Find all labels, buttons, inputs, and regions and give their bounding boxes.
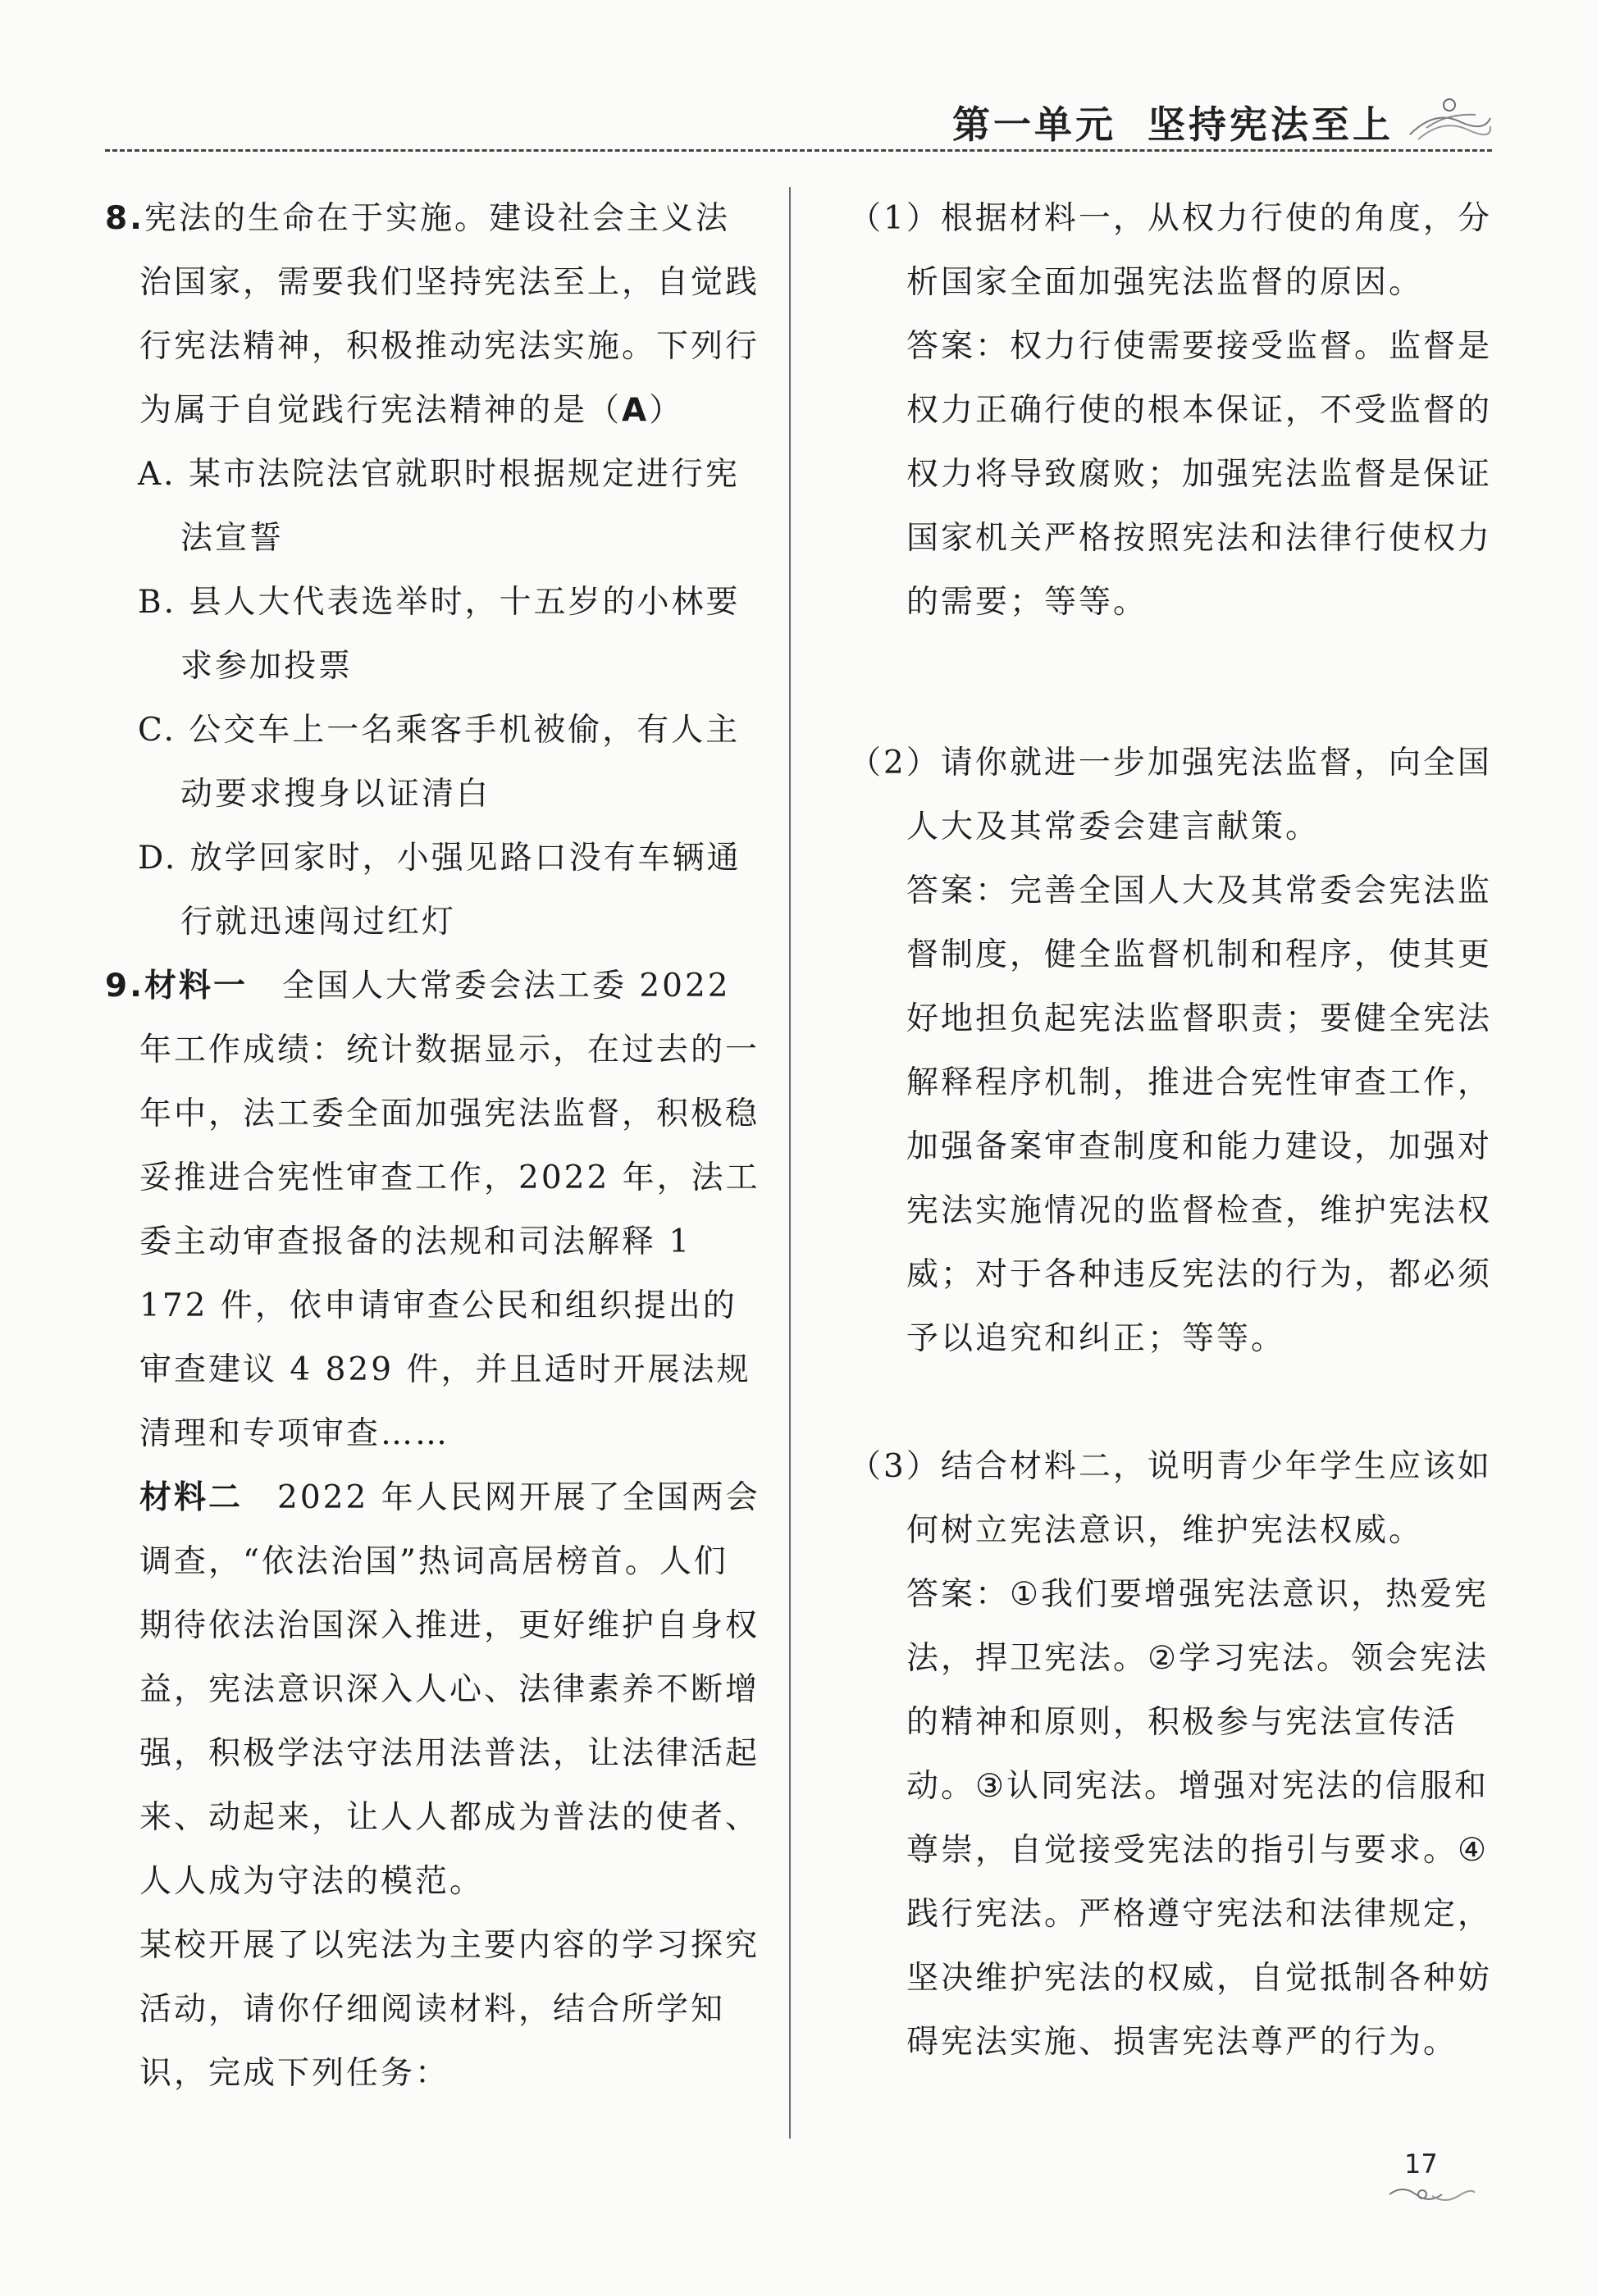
subquestion-3-label: （3） bbox=[849, 1448, 941, 1485]
question-8-option-a: A. 某市法院法官就职时根据规定进行宪法宣誓 bbox=[138, 456, 740, 557]
page-header bbox=[105, 90, 1492, 156]
header-ornament-icon bbox=[1402, 93, 1492, 143]
question-8-option-b: B. 县人大代表选举时，十五岁的小林要求参加投票 bbox=[138, 584, 741, 685]
header-divider bbox=[105, 149, 1492, 152]
question-9-number: 9. bbox=[105, 968, 144, 1004]
question-8-option-c: C. 公交车上一名乘客手机被偷，有人主动要求搜身以证清白 bbox=[138, 712, 741, 813]
unit-label: 第一单元 bbox=[952, 102, 1116, 147]
column-divider bbox=[789, 187, 791, 2139]
material-2-label: 材料二 bbox=[139, 1479, 244, 1516]
subquestion-1-answer: 答案：权力行使需要接受监督。监督是权力正确行使的根本保证，不受监督的权力将导致腐败；加强宪法监督是保证国家机关严格按照宪法和法律行使权力的需要；等等。 bbox=[906, 328, 1493, 621]
subquestion-3-answer: 答案：①我们要增强宪法意识，热爱宪法，捍卫宪法。②学习宪法。领会宪法的精神和原则，积极参与宪法宣传活动。③认同宪法。增强对宪法的信服和尊崇，自觉接受宪法的指引与要求。④践行宪法。严格遵守宪法和法律规定，坚决维护宪法的权威，自觉抵制各种妨碍宪法实施、损害宪法尊严的行为。 bbox=[906, 1576, 1493, 2061]
question-8-option-d: D. 放学回家时，小强见路口没有车辆通行就迅速闯过红灯 bbox=[138, 840, 741, 941]
material-1-text: 全国人大常委会法工委 2022 年工作成绩：统计数据显示，在过去的一年中，法工委全面加强宪法监督，积极稳妥推进合宪性审查工作，2022 年，法工委主动审查报备的法规和司法解释 1 172 件，依申请审查公民和组织提出的审查建议 4 829 件，并且适时开展法规清理和专项审查…… bbox=[139, 968, 760, 1452]
question-8-stem: 宪法的生命在于实施。建设社会主义法治国家，需要我们坚持宪法至上，自觉践行宪法精神，积极推动宪法实施。下列行为属于自觉践行宪法精神的是（ bbox=[139, 200, 760, 429]
material-2-text: 2022 年人民网开展了全国两会调查，“依法治国”热词高居榜首。人们期待依法治国深入推进，更好维护自身权益，宪法意识深入人心、法律素养不断增强，积极学法守法用法普法，让法律活起来、动起来，让人人都成为普法的使者、人人成为守法的模范。 bbox=[139, 1479, 760, 1900]
page-number: 17 bbox=[1404, 2148, 1438, 2180]
question-8-number: 8. bbox=[105, 200, 144, 237]
question-8 bbox=[105, 187, 761, 443]
left-column bbox=[105, 187, 761, 2106]
subquestion-2-question: （2）请你就进一步加强宪法监督，向全国人大及其常委会建言献策。 bbox=[849, 745, 1492, 845]
subquestion-2-answer: 答案：完善全国人大及其常委会宪法监督制度，健全监督机制和程序，使其更好地担负起宪法监督职责；要健全宪法解释程序机制，推进合宪性审查工作，加强备案审查制度和能力建设，加强对宪法实施情况的监督检查，维护宪法权威；对于各种违反宪法的行为，都必须予以追究和纠正；等等。 bbox=[906, 872, 1493, 1357]
material-1-label: 材料一 bbox=[144, 968, 248, 1004]
question-9-task-intro: 某校开展了以宪法为主要内容的学习探究活动，请你仔细阅读材料，结合所学知识，完成下列任务： bbox=[139, 1927, 760, 2092]
subquestion-2 bbox=[849, 731, 1497, 1371]
subquestion-1 bbox=[849, 187, 1497, 635]
footer-ornament-icon bbox=[1386, 2181, 1476, 2206]
question-8-answer: A bbox=[622, 392, 650, 429]
subquestion-3 bbox=[849, 1435, 1497, 2075]
subquestion-1-question: （1）根据材料一，从权力行使的角度，分析国家全面加强宪法监督的原因。 bbox=[849, 200, 1492, 301]
subquestion-3-question: （3）结合材料二，说明青少年学生应该如何树立宪法意识，维护宪法权威。 bbox=[849, 1448, 1492, 1549]
right-column bbox=[849, 187, 1497, 2075]
question-9-material-2 bbox=[105, 1466, 761, 1914]
unit-title bbox=[952, 95, 1394, 149]
question-8-stem-end: ） bbox=[649, 392, 684, 429]
subquestion-2-label: （2） bbox=[849, 745, 941, 781]
subquestion-1-label: （1） bbox=[849, 200, 941, 237]
unit-name: 坚持宪法至上 bbox=[1148, 102, 1394, 147]
question-9-material-1 bbox=[105, 954, 761, 1466]
